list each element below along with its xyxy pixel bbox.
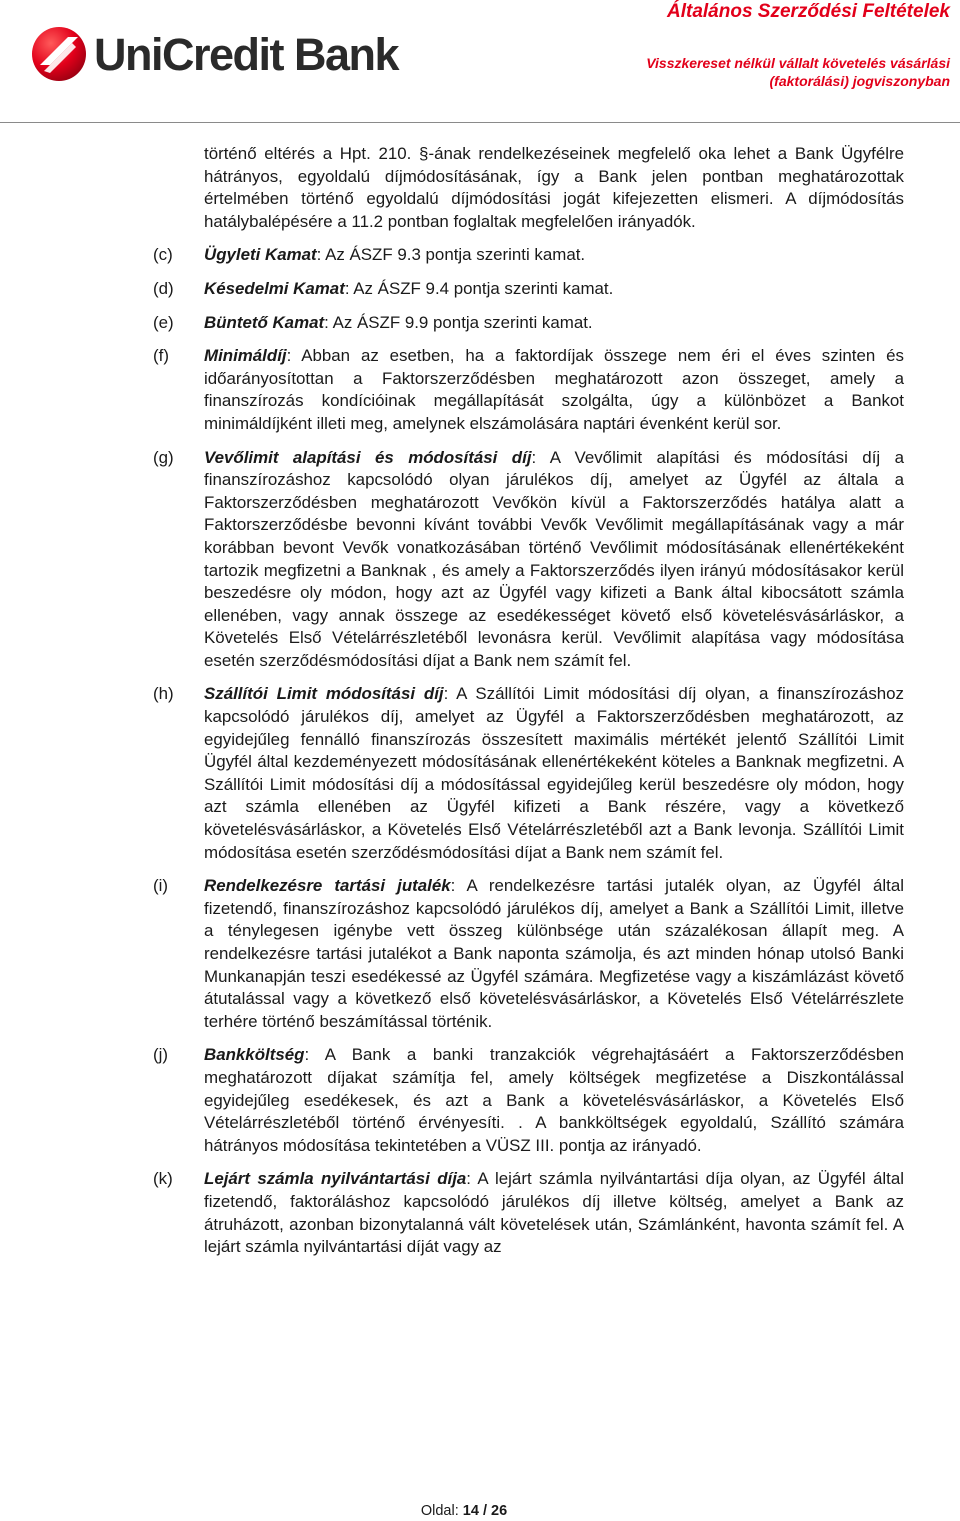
list-marker: (d) xyxy=(153,278,174,298)
list-item xyxy=(0,1044,960,1157)
document-title: Általános Szerződési Feltételek xyxy=(667,1,950,22)
definition-text: : Az ÁSZF 9.4 pontja szerinti kamat. xyxy=(344,278,614,298)
defined-term: Vevőlimit alapítási és módosítási díj xyxy=(204,447,532,467)
list-item xyxy=(0,278,960,301)
page-header xyxy=(0,0,960,124)
list-item xyxy=(0,345,960,435)
list-item xyxy=(0,1168,960,1258)
page-label: Oldal: xyxy=(420,1503,459,1519)
definition-text: : Abban az esetben, ha a faktordíjak összege nem éri el éves szinten és időarányosítottan a Faktorszerződésben meghatározott azon összeget, amely a finanszírozás kondícióinak megállapítását szolgálta, úgy a különbözet a Bankot minimáldíjként illeti meg, amelynek elszámolására naptári évenként kerül sor. xyxy=(204,346,904,433)
list-item xyxy=(0,447,960,673)
unicredit-emblem-icon xyxy=(30,25,88,83)
defined-term: Rendelkezésre tartási jutalék xyxy=(204,876,451,896)
header-divider xyxy=(0,122,960,123)
list-marker: (g) xyxy=(153,447,174,467)
definition-text: : Az ÁSZF 9.9 pontja szerinti kamat. xyxy=(324,312,593,332)
page-total: 26 xyxy=(491,1503,508,1519)
list-item xyxy=(0,312,960,335)
list-marker: (f) xyxy=(153,346,169,366)
definition-text: : A Szállítói Limit módosítási díj olyan, a finanszírozáshoz kapcsolódó járulékos díj, amelyet az Ügyfél a Faktorszerződésben meghatározott, az egyidejűleg fennálló finanszírozás összesített maximális mértékét jelentő Szállítói Limit Ügyfél által kezdeményezett módosításának ellenértékeként köteles a Banknak megfizetni. A Szállítói Limit módosítási díj a módosítással egyidejűleg kerül beszedésre oly módon, hogy azt számla ellenében az Ügyfél kifizeti a Bank részére, vagy a következő követelésvásárláskor, a Követelés Első Vételárrészletéből azt a Bank levonja. Szállítói Limit módosítása esetén szerződésmódosítási díjat a Bank nem számít fel. xyxy=(204,684,904,862)
defined-term: Ügyleti Kamat xyxy=(204,245,317,265)
definition-text: : A Vevőlimit alapítási és módosítási díj a finanszírozáshoz kapcsolódó olyan járulékos díj, amelyet az Ügyfél az általa a Faktorszerződésben meghatározott Vevőkön kívül a Faktorszerződés hatálya alatt a Faktorszerződésbe bevonni kívánt további Vevők Vevőlimit megállapításának vagy a már korábban bevont Vevők vonatkozásában történő Vevőlimit módosításának ellenértékeként tartozik megfizetni a Banknak , és amely a Faktorszerződés ilyen irányú módosításakor kerül beszedésre oly módon, hogy azt az Ügyfél vagy kifizeti a Bank által kibocsátott számla ellenében, vagy annak összege az esedékességet követő első követelésvásárláskor, a Követelés Első Vételárrészletéből levonásra kerül. Vevőlimit alapítása vagy módosítása esetén szerződésmódosítási díjat a Bank nem számít fel. xyxy=(204,447,904,670)
list-marker: (i) xyxy=(153,876,169,896)
list-marker: (e) xyxy=(153,312,174,332)
list-item xyxy=(0,683,960,864)
defined-term: Büntető Kamat xyxy=(204,312,325,332)
definition-text: : Az ÁSZF 9.3 pontja szerinti kamat. xyxy=(316,245,586,265)
defined-term: Szállítói Limit módosítási díj xyxy=(204,684,444,704)
list-marker: (j) xyxy=(153,1045,169,1065)
list-marker: (c) xyxy=(153,245,173,265)
definition-text: : A rendelkezésre tartási jutalék olyan, az Ügyfél által fizetendő, finanszírozáshoz kapcsolódó járulékos díj, amelyet a Bank a Szállítói Limit, illetve a ténylegesen igénybe vett összeg különbsége után százalékosan állapít meg. A rendelkezésre tartási jutalékot a Bank naponta számolja, és azt minden hónap utolsó Banki Munkanapján teszi esedékessé az Ügyfél számára. Megfizetése vagy a kiszámlázást követő átutalással vagy a következő első követelésvásárláskor, a Követelés Első Vételárrészlete terhére történő beszámítással történik. xyxy=(204,876,904,1031)
list-marker: (h) xyxy=(153,684,174,704)
list-item xyxy=(0,875,960,1033)
document-body xyxy=(0,143,960,1259)
list-item xyxy=(0,244,960,267)
list-marker: (k) xyxy=(153,1169,173,1189)
logo-wordmark: UniCredit Bank xyxy=(94,28,399,80)
intro-paragraph: történő eltérés a Hpt. 210. §-ának rendelkezéseinek megfelelő oka lehet a Bank Ügyfélre hátrányos, egyoldalú díjmódosításának, így a Bank jelen pontban meghatározottak értelmében történő egyoldalú díjmódosítási jogát kifejezetten elismeri. A díjmódosítás hatálybalépésére a 11.2 pontban foglaltak megfelelően irányadók. xyxy=(204,144,904,231)
page-current: 14 xyxy=(462,1503,479,1519)
document-subtitle: Visszkereset nélkül vállalt követelés vásárlási (faktorálási) jogviszonyban xyxy=(646,55,950,89)
page-footer xyxy=(0,1502,928,1520)
page-separator: / xyxy=(482,1503,487,1519)
defined-term: Minimáldíj xyxy=(204,346,287,366)
definition-text: : A Bank a banki tranzakciók végrehajtásáért a Faktorszerződésben meghatározott díjakat számítja fel, amely költségek megfizetése a Diszkontálással egyidejűleg esedékesek, és azt a Bank a követelésvásárláskor, a Követelés Első Vételárrészletéből történő érvényesíti. . A bankköltségek egyoldalú, Szállító számára hátrányos módosítása tekintetében a VÜSZ III. pontja az irányadó. xyxy=(204,1045,904,1155)
unicredit-logo xyxy=(30,24,398,84)
defined-term: Lejárt számla nyilvántartási díja xyxy=(204,1169,467,1189)
defined-term: Bankköltség xyxy=(204,1045,305,1065)
defined-term: Késedelmi Kamat xyxy=(204,278,345,298)
definition-text: : A lejárt számla nyilvántartási díja olyan, az Ügyfél által fizetendő, faktoráláshoz kapcsolódó járulékos díj illetve költség, amelyet a Bank az átruházott, azonban bizonytalanná vált követelések után, Számlánként, havonta számít fel. A lejárt számla nyilvántartási díját vagy az xyxy=(204,1169,904,1257)
